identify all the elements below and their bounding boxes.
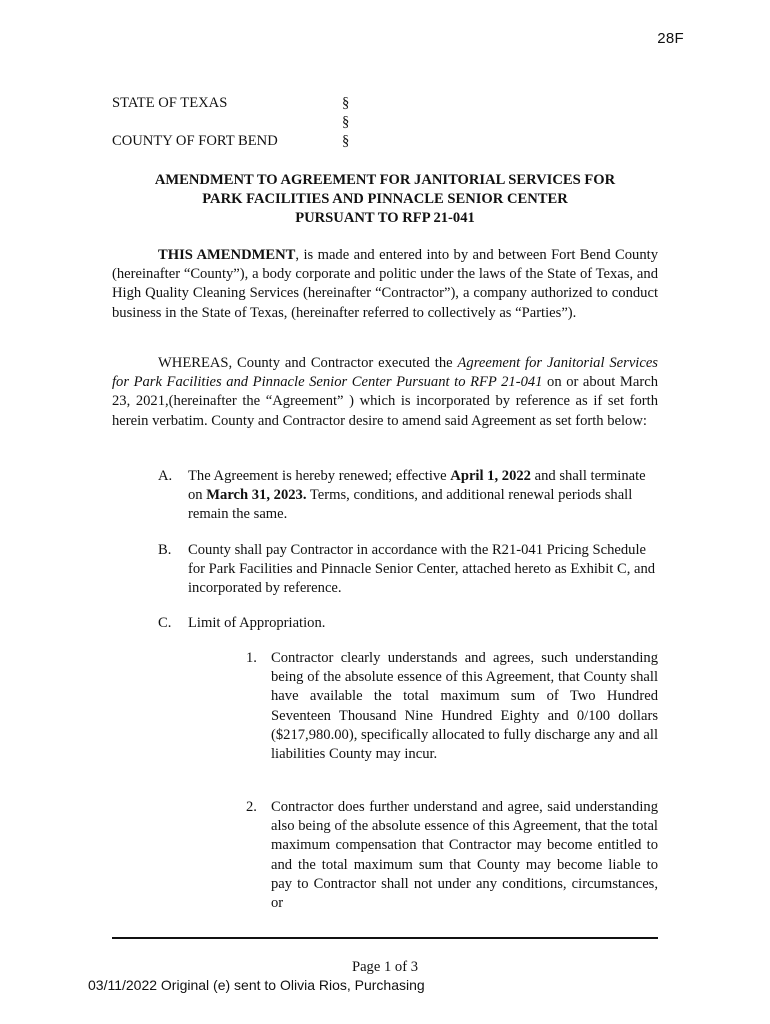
sub-item-1 <box>246 649 658 764</box>
list-item-a <box>158 467 658 525</box>
list-item-b <box>158 541 658 599</box>
item-b-text: County shall pay Contractor in accordance with the R21-041 Pricing Schedule for Park Facilities and Pinnacle Senior Center, attached hereto as Exhibit C, and incorporated by reference. <box>188 542 656 597</box>
sub-item-marker: 2. <box>246 799 257 815</box>
section-mark: § <box>342 114 350 130</box>
state-label: STATE OF TEXAS <box>112 95 228 111</box>
footer-note: 03/11/2022 Original (e) sent to Olivia Rios, Purchasing <box>88 977 425 993</box>
section-mark: § <box>342 95 350 111</box>
venue-block <box>112 94 412 151</box>
whereas-post: on or about March 23, 2021,(hereinafter the “Agreement” ) which is incorporated by reference as if set forth herein verbatim. County and Contractor desire to amend said Agreement as set forth below: <box>112 374 658 429</box>
sub-item-2 <box>246 798 658 913</box>
county-label: COUNTY OF FORT BEND <box>112 133 278 149</box>
termination-date: March 31, 2023. <box>206 487 307 504</box>
list-item-c <box>158 614 658 633</box>
page-stamp: 28F <box>657 30 684 47</box>
section-mark: § <box>342 133 350 149</box>
item-marker: C. <box>158 615 172 631</box>
document-title <box>112 171 658 228</box>
state-row <box>112 94 412 113</box>
item-marker: A. <box>158 468 173 484</box>
spacer-row <box>112 113 412 132</box>
effective-date: April 1, 2022 <box>450 468 531 484</box>
item-a-text: The Agreement is hereby renewed; effective April 1, 2022 and shall terminate on March 31, 2023. Terms, conditions, and additional renewal periods shall remain the same. <box>188 468 646 523</box>
sub-item-1-text: Contractor clearly understands and agrees, such understanding being of the absolute essence of this Agreement, that County shall have available the total maximum sum of Two Hundred Seventeen Thousand Nine Hundred Eighty and 0/100 dollars ($217,980.00), specifically allocated to fully discharge any and all liabilities County may incur. <box>271 650 658 763</box>
agreement-title-italic: Agreement for Janitorial Services for Park Facilities and Pinnacle Senior Center Pursuant to RFP 21-041 <box>112 355 658 391</box>
page-number: Page 1 of 3 <box>351 959 419 975</box>
intro-paragraph <box>112 246 658 323</box>
title-line-1: AMENDMENT TO AGREEMENT FOR JANITORIAL SERVICES FOR <box>154 172 616 188</box>
item-c-text: Limit of Appropriation. <box>188 615 326 631</box>
whereas-pre: WHEREAS, County and Contractor executed the <box>158 355 458 371</box>
sub-item-marker: 1. <box>246 650 257 666</box>
title-line-2: PARK FACILITIES AND PINNACLE SENIOR CENTER <box>202 191 568 207</box>
sub-item-2-text: Contractor does further understand and agree, said understanding also being of the absolute essence of this Agreement, that the total maximum compensation that Contractor may become entitled to and the total maximum sum that County may become liable to pay to Contractor shall not under any conditions, circumstances, or <box>271 799 658 912</box>
county-row <box>112 132 412 151</box>
intro-lead: THIS AMENDMENT <box>158 247 296 263</box>
whereas-paragraph <box>112 354 658 431</box>
intro-text: , is made and entered into by and between Fort Bend County (hereinafter “County”), a body corporate and politic under the laws of the State of Texas, and High Quality Cleaning Services (hereinafter “Contractor”), a company authorized to conduct business in the State of Texas, (hereinafter referred to collectively as “Parties”). <box>112 247 658 321</box>
item-marker: B. <box>158 542 172 558</box>
title-line-3: PURSUANT TO RFP 21-041 <box>295 210 475 226</box>
footer-divider <box>112 937 658 939</box>
